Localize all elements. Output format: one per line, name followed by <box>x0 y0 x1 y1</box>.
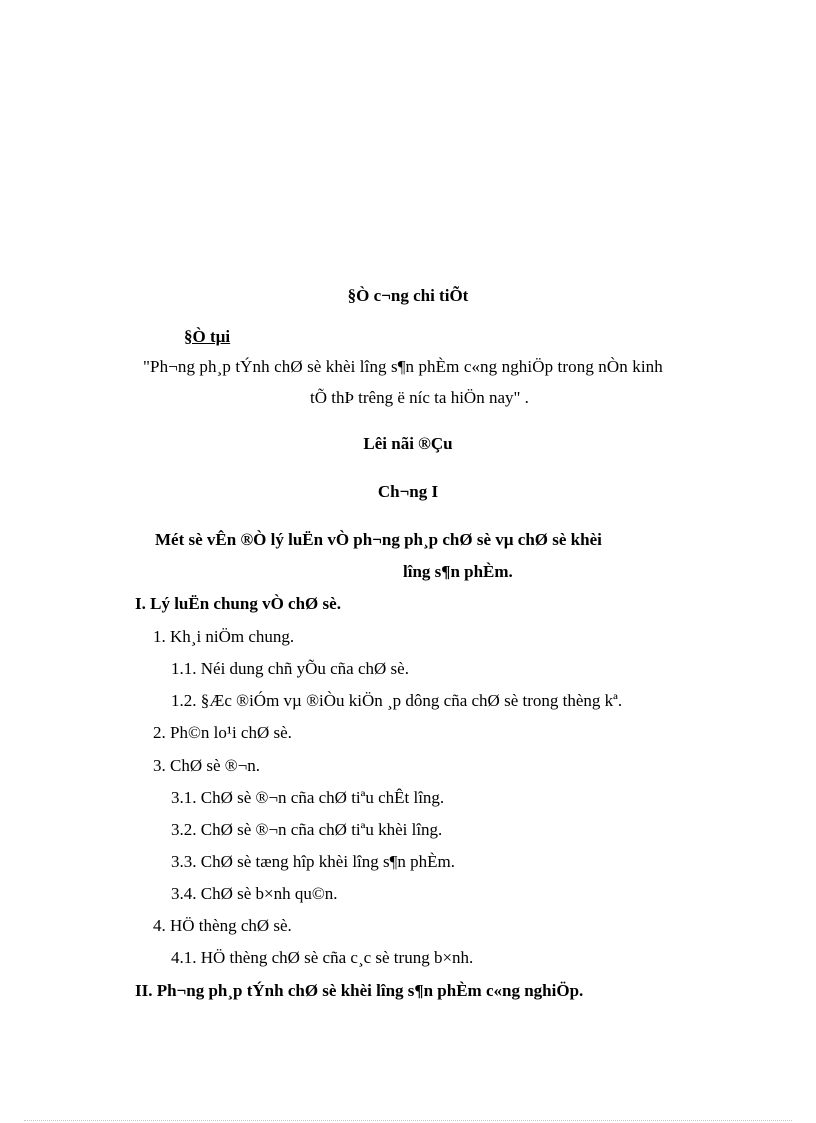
outline-section-2: II. Ph¬ng ph¸p tÝnh chØ sè khèi lîng s¶n phÈm c«ng nghiÖp. <box>135 981 584 1000</box>
outline-item-4-1: 4.1. HÖ thèng chØ sè cña c¸c sè trung b×nh. <box>171 948 474 967</box>
outline-item-3: 3. ChØ sè ®¬n. <box>153 756 261 775</box>
outline-section-1: I. Lý luËn chung vÒ chØ sè. <box>135 594 341 613</box>
topic-line-1: "Ph¬ng ph¸p tÝnh chØ sè khèi lîng s¶n phÈm c«ng nghiÖp trong nÒn kinh <box>143 357 663 376</box>
outline-item-3-3: 3.3. ChØ sè tæng hîp khèi lîng s¶n phÈm. <box>171 852 455 871</box>
chapter-title-line-1: Mét sè vÊn ®Ò lý luËn vÒ ph¬ng ph¸p chØ sè vµ chØ sè khèi <box>155 530 602 549</box>
preface-heading: Lêi nãi ®Çu <box>363 434 453 453</box>
outline-item-2: 2. Ph©n lo¹i chØ sè. <box>153 723 292 742</box>
outline-item-1-2: 1.2. §Æc ®iÓm vµ ®iÒu kiÖn ¸p dông cña chØ sè trong thèng kª. <box>171 691 623 710</box>
chapter-heading: Ch¬ng I <box>377 482 439 501</box>
topic-label: §Ò tµi <box>184 327 231 346</box>
page-bottom-divider <box>24 1120 792 1121</box>
outline-item-3-4: 3.4. ChØ sè b×nh qu©n. <box>171 884 338 903</box>
outline-item-1: 1. Kh¸i niÖm chung. <box>153 627 295 646</box>
chapter-title-line-2: lîng s¶n phÈm. <box>403 562 513 581</box>
outline-item-3-1: 3.1. ChØ sè ®¬n cña chØ tiªu chÊt lîng. <box>171 788 445 807</box>
outline-item-4: 4. HÖ thèng chØ sè. <box>153 916 292 935</box>
topic-line-2: tÕ thÞ trêng ë níc ta hiÖn nay" . <box>310 388 529 407</box>
outline-item-1-1: 1.1. Néi dung chñ yÕu cña chØ sè. <box>171 659 409 678</box>
document-title: §Ò c¬ng chi tiÕt <box>347 286 469 305</box>
outline-item-3-2: 3.2. ChØ sè ®¬n cña chØ tiªu khèi lîng. <box>171 820 443 839</box>
